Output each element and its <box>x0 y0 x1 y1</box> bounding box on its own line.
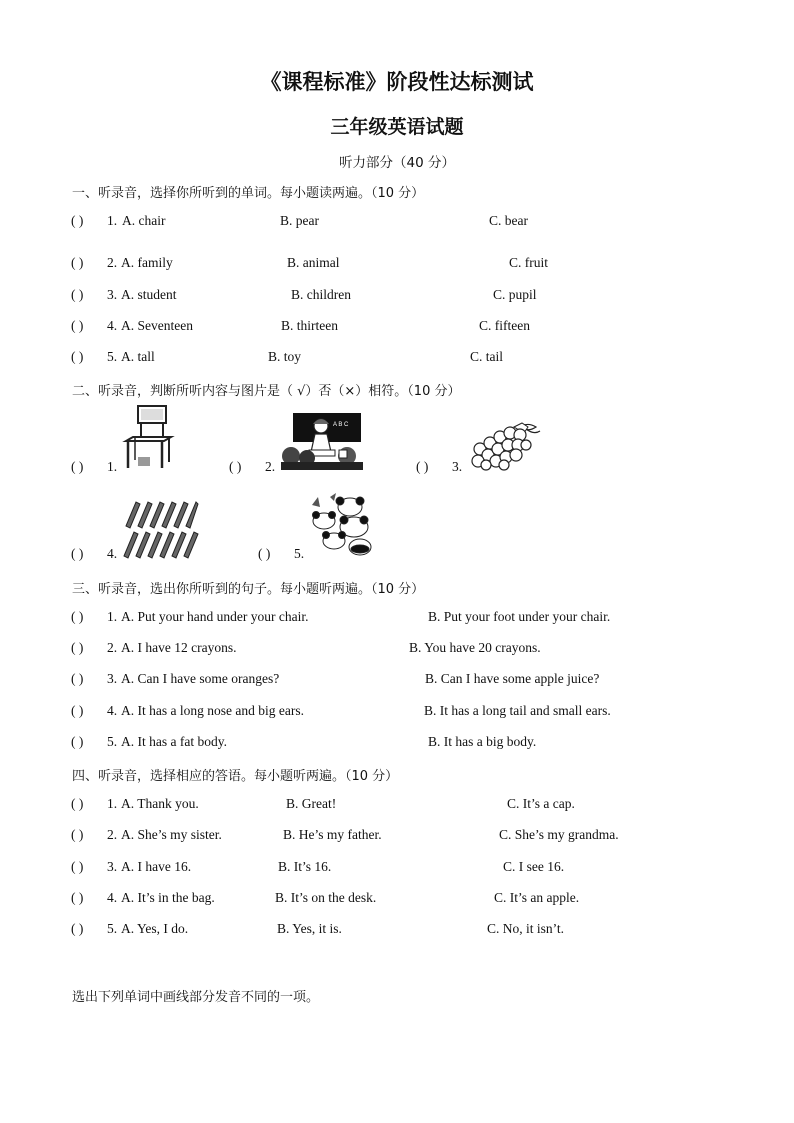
option-b: B. children <box>291 287 351 302</box>
crayons-icon <box>122 500 198 560</box>
question-number: 1. <box>107 459 118 474</box>
option-a: A. Put your hand under your chair. <box>121 609 309 624</box>
question-number: 5. <box>294 546 305 561</box>
classroom-teacher-icon <box>281 412 363 470</box>
answer-blank[interactable]: ( ) <box>71 640 84 655</box>
option-b: B. It’s 16. <box>278 859 332 874</box>
answer-blank[interactable]: ( ) <box>71 734 84 749</box>
option-c: C. I see 16. <box>503 859 565 874</box>
option-b: B. It’s on the desk. <box>275 890 377 905</box>
section-1-heading: 一、听录音，选择你所听到的单词。每小题读两遍。（10 分） <box>72 186 425 201</box>
answer-blank[interactable]: ( ) <box>71 859 84 874</box>
question-number: 3. <box>452 459 463 474</box>
question-number: 4. <box>107 890 118 905</box>
question-number: 4. <box>107 703 118 718</box>
answer-blank[interactable]: ( ) <box>258 546 271 561</box>
option-c: C. It’s a cap. <box>507 796 575 811</box>
answer-blank[interactable]: ( ) <box>71 796 84 811</box>
option-a: A. student <box>121 287 177 302</box>
option-b: B. thirteen <box>281 318 338 333</box>
option-c: C. fifteen <box>479 318 530 333</box>
option-a: A. It’s in the bag. <box>121 890 215 905</box>
option-a: A. I have 12 crayons. <box>121 640 237 655</box>
question-number: 4. <box>107 546 118 561</box>
option-b: B. toy <box>268 349 302 364</box>
question-number: 1. <box>107 796 118 811</box>
option-a: A. Can I have some oranges? <box>121 671 280 686</box>
option-c: C. No, it isn’t. <box>487 921 565 936</box>
option-b: B. It has a long tail and small ears. <box>424 703 611 718</box>
question-number: 2. <box>107 255 118 270</box>
answer-blank[interactable]: ( ) <box>71 459 84 474</box>
option-a: A. family <box>121 255 173 270</box>
grapes-icon <box>470 421 544 471</box>
option-a: A. chair <box>122 213 166 228</box>
option-c: C. bear <box>489 213 528 228</box>
option-a: A. Yes, I do. <box>121 921 189 936</box>
question-number: 3. <box>107 287 118 302</box>
answer-blank[interactable]: ( ) <box>71 287 84 302</box>
question-number: 3. <box>107 671 118 686</box>
option-a: A. Seventeen <box>121 318 193 333</box>
answer-blank[interactable]: ( ) <box>71 827 84 842</box>
question-number: 2. <box>265 459 276 474</box>
question-number: 3. <box>107 859 118 874</box>
answer-blank[interactable]: ( ) <box>71 349 84 364</box>
chair-icon <box>124 405 174 469</box>
answer-blank[interactable]: ( ) <box>71 318 84 333</box>
answer-blank[interactable]: ( ) <box>229 459 242 474</box>
answer-blank[interactable]: ( ) <box>71 546 84 561</box>
option-b: B. Yes, it is. <box>277 921 342 936</box>
blackboard-text: A B C <box>333 422 349 428</box>
answer-blank[interactable]: ( ) <box>71 921 84 936</box>
option-c: C. tail <box>470 349 503 364</box>
page-subtitle: 三年级英语试题 <box>330 116 464 138</box>
answer-blank[interactable]: ( ) <box>71 255 84 270</box>
answer-blank[interactable]: ( ) <box>71 609 84 624</box>
option-a: A. I have 16. <box>121 859 192 874</box>
question-number: 2. <box>107 640 118 655</box>
pandas-icon <box>310 493 374 557</box>
page-title: 《课程标准》阶段性达标测试 <box>260 69 534 94</box>
option-a: A. She’s my sister. <box>121 827 222 842</box>
option-b: B. animal <box>287 255 340 270</box>
answer-blank[interactable]: ( ) <box>71 890 84 905</box>
option-a: A. tall <box>121 349 155 364</box>
option-a: A. Thank you. <box>121 796 199 811</box>
answer-blank[interactable]: ( ) <box>416 459 429 474</box>
option-b: B. It has a big body. <box>428 734 537 749</box>
option-b: B. pear <box>280 213 319 228</box>
option-b: B. Great! <box>286 796 337 811</box>
question-number: 1. <box>107 609 118 624</box>
answer-blank[interactable]: ( ) <box>71 671 84 686</box>
option-a: A. It has a long nose and big ears. <box>121 703 304 718</box>
option-b: B. You have 20 crayons. <box>409 640 541 655</box>
section-3-heading: 三、听录音，选出你所听到的句子。每小题听两遍。（10 分） <box>72 582 425 597</box>
question-number: 4. <box>107 318 118 333</box>
option-c: C. She’s my grandma. <box>499 827 619 842</box>
section-2-heading: 二、听录音，判断所听内容与图片是（ √）否（×）相符。（10 分） <box>72 384 461 399</box>
question-number: 5. <box>107 921 118 936</box>
question-number: 1. <box>107 213 118 228</box>
option-c: C. It’s an apple. <box>494 890 580 905</box>
section-4-heading: 四、听录音，选择相应的答语。每小题听两遍。（10 分） <box>72 769 399 784</box>
option-b: B. Put your foot under your chair. <box>428 609 611 624</box>
listening-section-label: 听力部分（40 分） <box>339 155 455 171</box>
option-a: A. It has a fat body. <box>121 734 227 749</box>
question-number: 2. <box>107 827 118 842</box>
answer-blank[interactable]: ( ) <box>71 213 84 228</box>
question-number: 5. <box>107 734 118 749</box>
option-c: C. pupil <box>493 287 537 302</box>
option-c: C. fruit <box>509 255 548 270</box>
question-number: 5. <box>107 349 118 364</box>
section-5-heading: 选出下列单词中画线部分发音不同的一项。 <box>72 990 320 1005</box>
answer-blank[interactable]: ( ) <box>71 703 84 718</box>
option-b: B. Can I have some apple juice? <box>425 671 600 686</box>
option-b: B. He’s my father. <box>283 827 382 842</box>
